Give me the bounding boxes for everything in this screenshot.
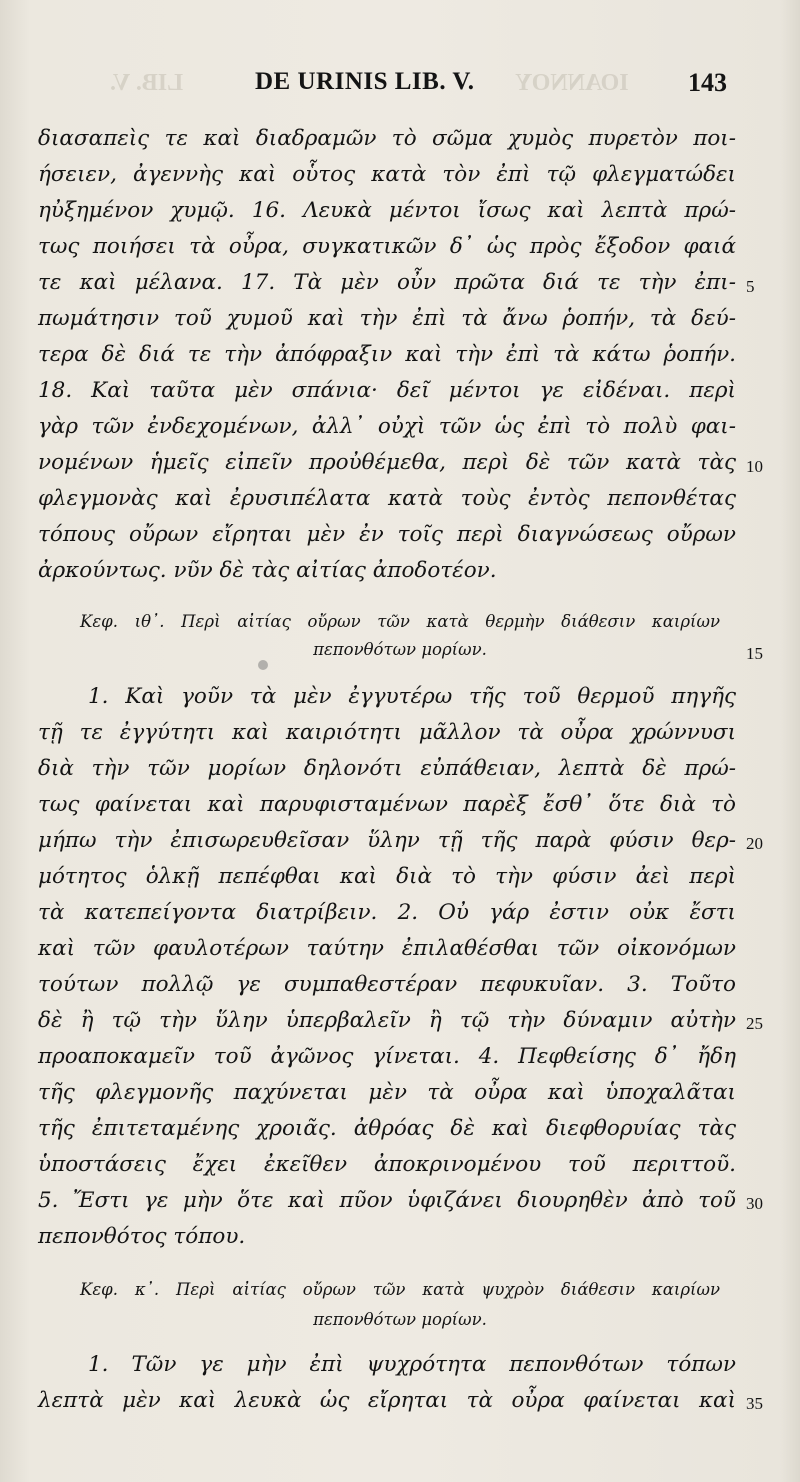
chapter-heading-cont: πεπονθότων μορίων. [313, 1310, 487, 1329]
text-line: τε καὶ μέλανα. 17. Τὰ μὲν οὖν πρῶτα διά τε τὴν ἐπι- [38, 270, 736, 295]
margin-line-number: 35 [746, 1394, 763, 1413]
text-line: τῇ τε ἐγγύτητι καὶ καιριότητι μᾶλλον τὰ οὖρα χρώννυσι [38, 720, 736, 745]
text-line: φλεγμονὰς καὶ ἐρυσιπέλατα κατὰ τοὺς ἐντὸς πεπονθέτας [38, 486, 736, 511]
text-line: 1. Καὶ γοῦν τὰ μὲν ἐγγυτέρω τῆς τοῦ θερμοῦ πηγῆς [88, 684, 736, 709]
ink-spot [258, 660, 268, 670]
text-line: τως ποιήσει τὰ οὖρα, συγκατικῶν δ᾽ ὡς πρὸς ἔξοδον φαιά [38, 234, 736, 259]
text-line: τως φαίνεται καὶ παρυφισταμένων παρὲξ ἔσθ᾽ ὅτε διὰ τὸ [38, 792, 736, 817]
text-line: πωμάτησιν τοῦ χυμοῦ καὶ τὴν ἐπὶ τὰ ἄνω ῥοπήν, τὰ δεύ- [38, 306, 736, 331]
text-line: τῆς φλεγμονῆς παχύνεται μὲν τὰ οὖρα καὶ ὑποχαλᾶται [38, 1080, 736, 1105]
margin-line-number: 20 [746, 834, 763, 853]
text-line: ἀρκούντως. νῦν δὲ τὰς αἰτίας ἀποδοτέον. [38, 558, 497, 583]
text-line: τῆς ἐπιτεταμένης χροιᾶς. ἀθρόας δὲ καὶ διεφθορυίας τὰς [38, 1116, 736, 1141]
text-line: μήπω τὴν ἐπισωρευθεῖσαν ὕλην τῇ τῆς παρὰ φύσιν θερ- [38, 828, 736, 853]
text-line: καὶ τῶν φαυλοτέρων ταύτην ἐπιλαθέσθαι τῶν οἰκονόμων [38, 936, 736, 961]
margin-line-number: 10 [746, 457, 763, 476]
text-line: ηὐξημένον χυμῷ. 16. Λευκὰ μέντοι ἴσως καὶ λεπτὰ πρώ- [38, 198, 736, 223]
margin-line-number: 25 [746, 1014, 763, 1033]
text-line: δὲ ἢ τῷ τὴν ὕλην ὑπερβαλεῖν ἢ τῷ τὴν δύναμιν αὐτὴν [38, 1008, 736, 1033]
text-line: τὰ κατεπείγοντα διατρίβειν. 2. Οὐ γάρ ἐστιν οὐκ ἔστι [38, 900, 736, 925]
text-line: νομένων ἡμεῖς εἰπεῖν προὐθέμεθα, περὶ δὲ τῶν κατὰ τὰς [38, 450, 736, 475]
text-line: προαποκαμεῖν τοῦ ἀγῶνος γίνεται. 4. Πεφθείσης δ᾽ ἤδη [38, 1044, 736, 1069]
bleed-through-text-left: LIB. V. [110, 70, 184, 96]
text-line: 5. Ἔστι γε μὴν ὅτε καὶ πῦον ὑφιζάνει διουρηθὲν ἀπὸ τοῦ [38, 1188, 736, 1213]
chapter-heading: Κεφ. ιθ᾽. Περὶ αἰτίας οὔρων τῶν κατὰ θερμὴν διάθεσιν καιρίων [80, 612, 720, 631]
text-line: ὑποστάσεις ἔχει ἐκεῖθεν ἀποκρινομένου τοῦ περιττοῦ. [38, 1152, 736, 1177]
margin-line-number: 30 [746, 1194, 763, 1213]
margin-line-number: 5 [746, 277, 755, 296]
text-line: διασαπεὶς τε καὶ διαδραμῶν τὸ σῶμα χυμὸς πυρετὸν ποι- [38, 126, 736, 151]
running-title: DE URINIS LIB. V. [255, 68, 475, 95]
text-line: τόπους οὔρων εἴρηται μὲν ἐν τοῖς περὶ διαγνώσεως οὔρων [38, 522, 736, 547]
margin-line-number: 15 [746, 644, 763, 663]
running-header [0, 68, 800, 108]
text-line: τούτων πολλῷ γε συμπαθεστέραν πεφυκυῖαν. 3. Τοῦτο [38, 972, 736, 997]
chapter-heading: Κεφ. κ᾽. Περὶ αἰτίας οὔρων τῶν κατὰ ψυχρὸν διάθεσιν καιρίων [80, 1280, 720, 1299]
chapter-heading-cont: πεπονθότων μορίων. [313, 640, 487, 659]
text-line: 1. Τῶν γε μὴν ἐπὶ ψυχρότητα πεπονθότων τόπων [88, 1352, 736, 1377]
text-line: λεπτὰ μὲν καὶ λευκὰ ὡς εἴρηται τὰ οὖρα φαίνεται καὶ [38, 1388, 736, 1413]
text-line: τερα δὲ διά τε τὴν ἀπόφραξιν καὶ τὴν ἐπὶ τὰ κάτω ῥοπήν. [38, 342, 736, 367]
page-number: 143 [688, 68, 727, 97]
text-line: 18. Καὶ ταῦτα μὲν σπάνια· δεῖ μέντοι γε εἰδέναι. περὶ [38, 378, 736, 403]
text-line: πεπονθότος τόπου. [38, 1224, 246, 1249]
text-line: γὰρ τῶν ἐνδεχομένων, ἀλλ᾽ οὐχὶ τῶν ὡς ἐπὶ τὸ πολὺ φαι- [38, 414, 736, 439]
text-line: διὰ τὴν τῶν μορίων δηλονότι εὐπάθειαν, λεπτὰ δὲ πρώ- [38, 756, 736, 781]
text-line: ήσειεν, ἀγεννὴς καὶ οὗτος κατὰ τὸν ἐπὶ τῷ φλεγματώδει [38, 162, 736, 187]
text-line: μότητος ὁλκῇ πεπέφθαι καὶ διὰ τὸ τὴν φύσιν ἀεὶ περὶ [38, 864, 736, 889]
bleed-through-text-right: ΙΟΑΝΝΟΥ [515, 70, 629, 96]
